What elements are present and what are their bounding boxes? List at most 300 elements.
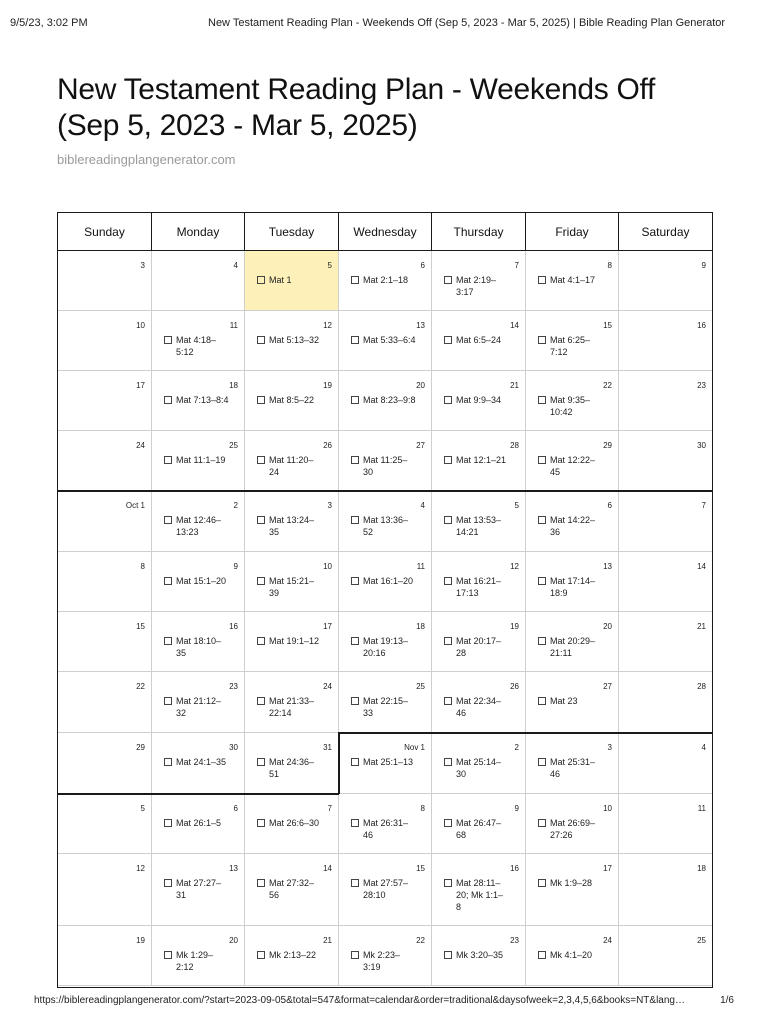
reading-item [257,514,334,538]
calendar-day-cell [245,733,339,794]
checkbox-icon[interactable] [351,819,359,827]
calendar-day-cell [619,491,712,552]
day-number: 16 [510,864,519,873]
day-header-thursday: Thursday [432,213,526,251]
reading-item [351,454,427,478]
day-header-tuesday: Tuesday [245,213,339,251]
checkbox-icon[interactable] [538,336,546,344]
day-header-monday: Monday [152,213,245,251]
reading-item [351,274,427,286]
checkbox-icon[interactable] [164,396,172,404]
reading-passage: Mat 12:1–21 [456,455,507,465]
calendar-day-cell [58,854,152,926]
reading-passage: Mat 8:5–22 [269,395,315,405]
day-number: 30 [697,441,706,450]
reading-passage: Mat 26:6–30 [269,818,320,828]
month-divider [58,793,339,795]
checkbox-icon[interactable] [164,577,172,585]
checkbox-icon[interactable] [351,951,359,959]
day-number: 7 [701,501,706,510]
checkbox-icon[interactable] [538,456,546,464]
day-number: 17 [136,381,145,390]
reading-item [164,756,240,768]
day-number: 15 [136,622,145,631]
checkbox-icon[interactable] [257,336,265,344]
day-number: 28 [697,682,706,691]
day-number: 18 [416,622,425,631]
day-number: 9 [233,562,238,571]
reading-item [351,756,427,768]
reading-passage: Mat 27:27– 31 [176,878,222,900]
reading-passage: Mat 2:1–18 [363,275,409,285]
checkbox-icon[interactable] [257,758,265,766]
reading-item [164,394,240,406]
day-number: 19 [510,622,519,631]
reading-passage: Mat 9:35– 10:42 [550,395,591,417]
reading-item [257,635,334,647]
checkbox-icon[interactable] [444,951,452,959]
reading-passage: Mat 11:20– 24 [269,455,314,477]
calendar-day-cell [526,733,619,794]
calendar-day-cell [339,733,432,794]
day-number: 7 [327,804,332,813]
checkbox-icon[interactable] [444,516,452,524]
calendar-day-cell [432,612,526,672]
print-date: 9/5/23, 3:02 PM [10,17,88,29]
print-header [10,17,758,31]
reading-passage: Mat 6:25– 7:12 [550,335,591,357]
reading-item [444,949,521,961]
day-number: 19 [323,381,332,390]
reading-item [164,949,240,973]
calendar-day-cell [245,612,339,672]
page-number: 1/6 [720,995,734,1006]
calendar-day-cell [432,431,526,491]
checkbox-icon[interactable] [257,456,265,464]
reading-passage: Mat 16:21– 17:13 [456,576,502,598]
calendar-header-row [58,213,712,251]
reading-passage: Mat 4:18– 5:12 [176,335,217,357]
day-number: 5 [514,501,519,510]
day-number: 21 [510,381,519,390]
calendar-day-cell [619,552,712,612]
reading-item [257,949,334,961]
reading-passage: Mk 2:13–22 [269,950,317,960]
calendar-day-cell [245,926,339,986]
checkbox-icon[interactable] [257,276,265,284]
day-number: 23 [697,381,706,390]
checkbox-icon[interactable] [164,879,172,887]
calendar-day-cell [245,794,339,854]
reading-item [257,334,334,346]
reading-item [257,877,334,901]
day-number: 29 [136,743,145,752]
reading-item [164,514,240,538]
day-number: 8 [607,261,612,270]
day-number: 12 [323,321,332,330]
month-divider [58,490,712,492]
checkbox-icon[interactable] [444,758,452,766]
day-number: 19 [136,936,145,945]
reading-passage: Mat 26:31– 46 [363,818,409,840]
checkbox-icon[interactable] [257,516,265,524]
reading-item [444,334,521,346]
day-number: 17 [323,622,332,631]
checkbox-icon[interactable] [444,396,452,404]
day-number: 4 [701,743,706,752]
reading-passage: Mat 5:13–32 [269,335,320,345]
reading-passage: Mat 13:36– 52 [363,515,409,537]
calendar-day-cell [432,926,526,986]
reading-item [164,334,240,358]
reading-item [444,877,521,913]
checkbox-icon[interactable] [257,819,265,827]
reading-passage: Mat 13:53– 14:21 [456,515,502,537]
reading-passage: Mat 7:13–8:4 [176,395,229,405]
calendar-day-cell [619,854,712,926]
checkbox-icon[interactable] [164,637,172,645]
day-number: 5 [327,261,332,270]
reading-item [257,695,334,719]
reading-item [444,695,521,719]
reading-item [444,274,521,298]
day-number: 25 [229,441,238,450]
reading-item [164,575,240,587]
calendar-day-cell [339,311,432,371]
calendar-day-cell [245,491,339,552]
reading-passage: Mk 3:20–35 [456,950,504,960]
reading-item [164,695,240,719]
reading-passage: Mat 24:36– 51 [269,757,315,779]
calendar-day-cell [619,733,712,794]
calendar-day-cell [432,311,526,371]
reading-item [164,817,240,829]
checkbox-icon[interactable] [444,697,452,705]
checkbox-icon[interactable] [351,697,359,705]
reading-passage: Mat 24:1–35 [176,757,227,767]
checkbox-icon[interactable] [351,396,359,404]
checkbox-icon[interactable] [538,951,546,959]
reading-passage: Mat 26:69– 27:26 [550,818,596,840]
checkbox-icon[interactable] [164,819,172,827]
day-number: 8 [420,804,425,813]
calendar-day-cell [152,672,245,733]
day-number: 11 [697,804,706,813]
day-number: 24 [603,936,612,945]
calendar-day-cell [58,251,152,311]
reading-passage: Mat 27:57– 28:10 [363,878,409,900]
day-number: 30 [229,743,238,752]
calendar-day-cell [245,854,339,926]
reading-item [257,575,334,599]
day-number: 22 [603,381,612,390]
day-number: 13 [416,321,425,330]
calendar-day-cell [339,491,432,552]
day-number: 17 [603,864,612,873]
checkbox-icon[interactable] [538,276,546,284]
reading-passage: Mat 20:17– 28 [456,636,502,658]
reading-passage: Mat 9:9–34 [456,395,502,405]
calendar-day-cell [432,251,526,311]
calendar-day-cell [526,431,619,491]
calendar-day-cell [432,854,526,926]
reading-item [538,949,614,961]
checkbox-icon[interactable] [351,577,359,585]
checkbox-icon[interactable] [351,456,359,464]
reading-passage: Mk 4:1–20 [550,950,593,960]
print-document-title: New Testament Reading Plan - Weekends Off (Sep 5, 2023 - Mar 5, 2025) | Bible Reading Plan Generator [208,17,726,29]
day-number: 23 [229,682,238,691]
calendar-day-cell [245,431,339,491]
day-number: 9 [514,804,519,813]
reading-item [351,949,427,973]
checkbox-icon[interactable] [164,697,172,705]
reading-passage: Mat 6:5–24 [456,335,502,345]
checkbox-icon[interactable] [444,577,452,585]
day-number: 4 [233,261,238,270]
calendar-day-cell [432,794,526,854]
day-number: 21 [323,936,332,945]
checkbox-icon[interactable] [164,336,172,344]
day-header-sunday: Sunday [58,213,152,251]
day-number: 13 [229,864,238,873]
reading-item [351,394,427,406]
day-number: 31 [323,743,332,752]
reading-passage: Mat 1 [269,275,292,285]
reading-passage: Mat 11:1–19 [176,455,226,465]
checkbox-icon[interactable] [444,819,452,827]
reading-passage: Mat 26:47– 68 [456,818,502,840]
calendar-day-cell [58,672,152,733]
checkbox-icon[interactable] [538,819,546,827]
print-url: https://biblereadingplangenerator.com/?start=2023-09-05&total=547&format=calendar&order=traditional&daysofweek=2,3,4,5,6&books=NT&lang… [34,995,685,1006]
checkbox-icon[interactable] [164,758,172,766]
calendar-day-cell [339,371,432,431]
calendar-day-cell [619,311,712,371]
calendar-day-cell [619,612,712,672]
day-number: 26 [323,441,332,450]
day-number: 20 [229,936,238,945]
calendar-day-cell [526,491,619,552]
checkbox-icon[interactable] [444,336,452,344]
reading-item [538,695,614,707]
day-number: 14 [510,321,519,330]
reading-item [444,756,521,780]
checkbox-icon[interactable] [351,637,359,645]
calendar-day-cell [152,854,245,926]
reading-passage: Mk 1:9–28 [550,878,593,888]
calendar-day-cell [58,926,152,986]
calendar-day-cell [526,926,619,986]
calendar-day-cell [619,251,712,311]
calendar-day-cell [58,371,152,431]
reading-item [538,756,614,780]
checkbox-icon[interactable] [538,516,546,524]
checkbox-icon[interactable] [257,951,265,959]
reading-passage: Mat 22:34– 46 [456,696,502,718]
checkbox-icon[interactable] [351,276,359,284]
day-number: 24 [323,682,332,691]
calendar-day-cell [152,491,245,552]
day-number: 22 [416,936,425,945]
calendar-day-cell [526,794,619,854]
calendar-day-cell [619,371,712,431]
reading-passage: Mat 25:14– 30 [456,757,502,779]
calendar-day-cell [152,311,245,371]
day-number: 12 [510,562,519,571]
calendar-day-cell [58,612,152,672]
calendar-day-cell [58,431,152,491]
reading-passage: Mat 23 [550,696,578,706]
checkbox-icon[interactable] [164,456,172,464]
reading-item [444,394,521,406]
calendar-day-cell [619,926,712,986]
calendar-day-cell [339,552,432,612]
reading-item [538,394,614,418]
calendar-day-cell [432,371,526,431]
calendar-day-cell [526,552,619,612]
reading-passage: Mat 21:12– 32 [176,696,222,718]
calendar-day-cell [339,794,432,854]
day-number: 16 [229,622,238,631]
site-name: biblereadingplangenerator.com [57,152,236,167]
checkbox-icon[interactable] [257,396,265,404]
day-number: 18 [697,864,706,873]
checkbox-icon[interactable] [257,637,265,645]
calendar-day-cell [339,926,432,986]
reading-item [538,334,614,358]
reading-item [538,575,614,599]
checkbox-icon[interactable] [538,396,546,404]
day-number: 3 [140,261,145,270]
day-number: 2 [233,501,238,510]
calendar-day-cell [245,371,339,431]
calendar-day-cell [339,672,432,733]
reading-item [538,514,614,538]
reading-item [351,514,427,538]
checkbox-icon[interactable] [164,951,172,959]
reading-passage: Mat 25:1–13 [363,757,414,767]
checkbox-icon[interactable] [164,516,172,524]
reading-passage: Mat 28:11– 20; Mk 1:1– 8 [456,878,504,912]
day-number: 14 [697,562,706,571]
checkbox-icon[interactable] [444,879,452,887]
reading-item [257,274,334,286]
day-number: 18 [229,381,238,390]
day-number: 11 [416,562,425,571]
checkbox-icon[interactable] [444,456,452,464]
calendar-day-cell [152,794,245,854]
calendar-day-cell [152,612,245,672]
checkbox-icon[interactable] [444,276,452,284]
reading-item [257,817,334,829]
calendar-day-cell [152,371,245,431]
reading-passage: Mat 19:13– 20:16 [363,636,409,658]
reading-passage: Mk 1:29– 2:12 [176,950,214,972]
checkbox-icon[interactable] [257,577,265,585]
reading-item [538,877,614,889]
reading-item [257,756,334,780]
day-number: 20 [416,381,425,390]
day-number: 3 [607,743,612,752]
day-number: 4 [420,501,425,510]
calendar-day-cell [245,672,339,733]
calendar-day-cell [526,612,619,672]
checkbox-icon[interactable] [538,577,546,585]
calendar-day-cell [619,431,712,491]
reading-passage: Mat 2:19– 3:17 [456,275,497,297]
checkbox-icon[interactable] [538,697,546,705]
calendar-day-cell [619,794,712,854]
reading-passage: Mat 16:1–20 [363,576,414,586]
reading-passage: Mat 12:22– 45 [550,455,596,477]
day-number: 21 [697,622,706,631]
day-number: 29 [603,441,612,450]
checkbox-icon[interactable] [257,879,265,887]
checkbox-icon[interactable] [351,758,359,766]
day-number: 6 [607,501,612,510]
reading-passage: Mat 11:25– 30 [363,455,408,477]
day-number: 5 [140,804,145,813]
reading-item [444,454,521,466]
calendar-day-cell [526,311,619,371]
day-number: 15 [416,864,425,873]
day-number: 28 [510,441,519,450]
reading-passage: Mat 18:10– 35 [176,636,222,658]
month-divider [339,732,712,734]
day-number: 24 [136,441,145,450]
checkbox-icon[interactable] [257,697,265,705]
checkbox-icon[interactable] [538,879,546,887]
checkbox-icon[interactable] [351,516,359,524]
reading-passage: Mat 22:15– 33 [363,696,409,718]
checkbox-icon[interactable] [444,637,452,645]
reading-passage: Mat 15:1–20 [176,576,227,586]
reading-passage: Mat 14:22– 36 [550,515,596,537]
calendar-day-cell [432,552,526,612]
checkbox-icon[interactable] [351,879,359,887]
checkbox-icon[interactable] [538,637,546,645]
calendar-day-cell [339,251,432,311]
calendar-day-cell [58,491,152,552]
reading-passage: Mat 17:14– 18:9 [550,576,596,598]
day-number: 22 [136,682,145,691]
calendar-day-cell [432,491,526,552]
calendar-day-cell [245,251,339,311]
calendar-day-cell [619,672,712,733]
reading-passage: Mat 5:33–6:4 [363,335,416,345]
day-number: 10 [603,804,612,813]
reading-item [164,877,240,901]
calendar-day-cell [152,733,245,794]
reading-passage: Mat 4:1–17 [550,275,596,285]
checkbox-icon[interactable] [351,336,359,344]
reading-calendar [57,212,713,988]
calendar-day-cell [58,733,152,794]
calendar-day-cell [152,251,245,311]
reading-item [538,635,614,659]
calendar-day-cell [152,926,245,986]
day-number: 15 [603,321,612,330]
reading-passage: Mat 12:46– 13:23 [176,515,222,537]
day-header-saturday: Saturday [641,225,690,239]
checkbox-icon[interactable] [538,758,546,766]
print-footer [34,995,734,1009]
reading-passage: Mat 26:1–5 [176,818,222,828]
day-number: 16 [697,321,706,330]
day-number: 11 [229,321,238,330]
day-number: 10 [136,321,145,330]
